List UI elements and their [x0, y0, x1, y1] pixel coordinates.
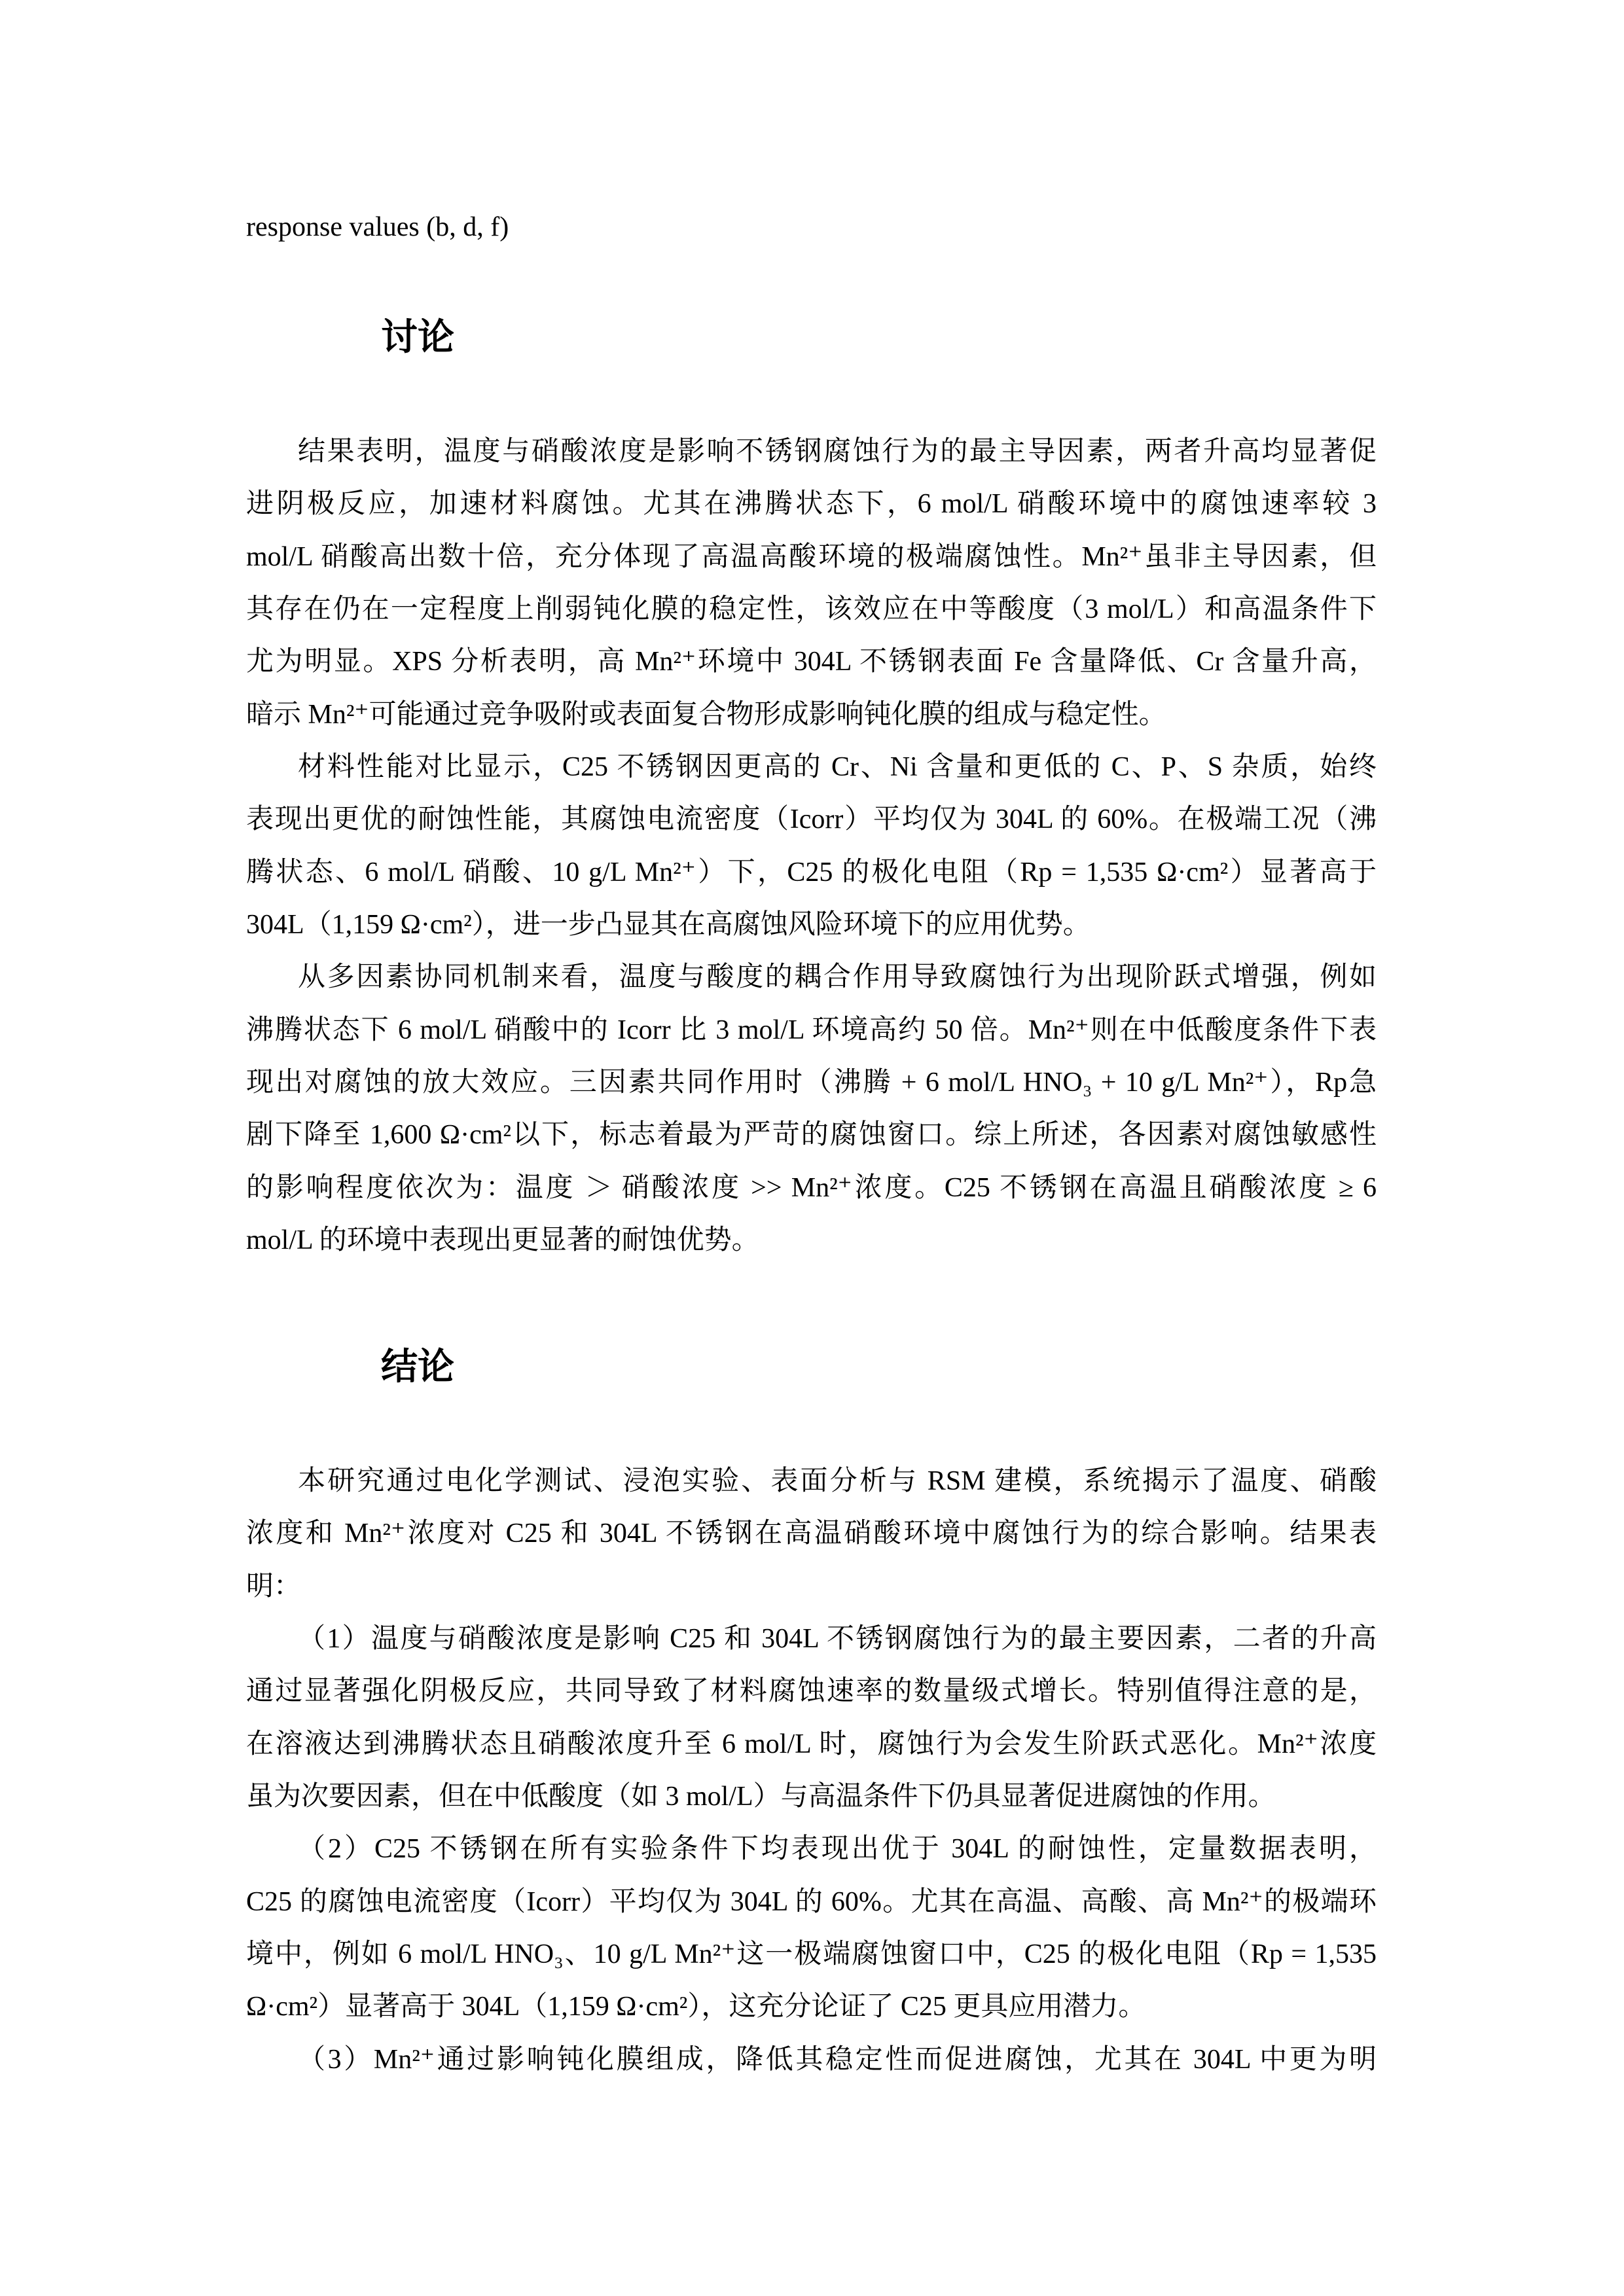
conclusion-line-2: 浓度和 Mn²⁺浓度对 C25 和 304L 不锈钢在高温硝酸环境中腐蚀行为的综合影响。结果表	[246, 1518, 1377, 1549]
conclusion-line-11: Ω·cm²）显著高于 304L（1,159 Ω·cm²），这充分论证了 C25 更具应用潜力。	[246, 1992, 1146, 2022]
conclusion-line-5: 通过显著强化阴极反应，共同导致了材料腐蚀速率的数量级式增长。特别值得注意的是，	[246, 1676, 1377, 1706]
discussion-line-8: 表现出更优的耐蚀性能，其腐蚀电流密度（Icorr）平均仅为 304L 的 60%。在极端工况（沸	[246, 804, 1377, 834]
conclusion-line-7: 虽为次要因素，但在中低酸度（如 3 mol/L）与高温条件下仍具显著促进腐蚀的作用。	[246, 1782, 1276, 1812]
conclusion-line-3: 明：	[246, 1571, 302, 1602]
discussion-line-9: 腾状态、6 mol/L 硝酸、10 g/L Mn²⁺）下，C25 的极化电阻（Rp = 1,535 Ω·cm²）显著高于	[246, 857, 1377, 888]
discussion-line-1: 结果表明，温度与硝酸浓度是影响不锈钢腐蚀行为的最主导因素，两者升高均显著促	[298, 437, 1377, 467]
conclusion-line-8: （2）C25 不锈钢在所有实验条件下均表现出优于 304L 的耐蚀性，定量数据表明，	[298, 1834, 1377, 1864]
conclusion-line-9: C25 的腐蚀电流密度（Icorr）平均仅为 304L 的 60%。尤其在高温、高酸、高 Mn²⁺的极端环	[246, 1887, 1377, 1917]
discussion-line-6: 暗示 Mn²⁺可能通过竞争吸附或表面复合物形成影响钝化膜的组成与稳定性。	[246, 700, 1166, 730]
discussion-line-14: 剧下降至 1,600 Ω·cm²以下，标志着最为严苛的腐蚀窗口。综上所述，各因素对腐蚀敏感性	[246, 1120, 1377, 1150]
conclusion-line-4: （1）温度与硝酸浓度是影响 C25 和 304L 不锈钢腐蚀行为的最主要因素，二者的升高	[298, 1624, 1377, 1654]
conclusion-line-12: （3）Mn²⁺通过影响钝化膜组成，降低其稳定性而促进腐蚀，尤其在 304L 中更为明	[298, 2045, 1377, 2075]
conclusion-line-1: 本研究通过电化学测试、浸泡实验、表面分析与 RSM 建模，系统揭示了温度、硝酸	[298, 1466, 1377, 1496]
fragment-top-line: response values (b, d, f)	[246, 212, 509, 242]
conclusion-heading: 结论	[381, 1346, 454, 1388]
conclusion-line-10: 境中，例如 6 mol/L HNO₃、10 g/L Mn²⁺这一极端腐蚀窗口中，C25 的极化电阻（Rp = 1,535	[246, 1939, 1377, 1969]
discussion-line-3: mol/L 硝酸高出数十倍，充分体现了高温高酸环境的极端腐蚀性。Mn²⁺虽非主导因素，但	[246, 542, 1377, 572]
discussion-line-16: mol/L 的环境中表现出更显著的耐蚀优势。	[246, 1225, 759, 1255]
discussion-line-12: 沸腾状态下 6 mol/L 硝酸中的 Icorr 比 3 mol/L 环境高约 50 倍。Mn²⁺则在中低酸度条件下表	[246, 1015, 1377, 1045]
discussion-line-7: 材料性能对比显示，C25 不锈钢因更高的 Cr、Ni 含量和更低的 C、P、S 杂质，始终	[298, 752, 1377, 782]
discussion-line-5: 尤为明显。XPS 分析表明，高 Mn²⁺环境中 304L 不锈钢表面 Fe 含量降低、Cr 含量升高，	[246, 647, 1377, 677]
discussion-line-13: 现出对腐蚀的放大效应。三因素共同作用时（沸腾 + 6 mol/L HNO₃ + 10 g/L Mn²⁺），Rp急	[246, 1067, 1377, 1098]
conclusion-line-6: 在溶液达到沸腾状态且硝酸浓度升至 6 mol/L 时，腐蚀行为会发生阶跃式恶化。Mn²⁺浓度	[246, 1729, 1377, 1759]
discussion-line-4: 其存在仍在一定程度上削弱钝化膜的稳定性，该效应在中等酸度（3 mol/L）和高温条件下	[246, 594, 1377, 624]
discussion-line-11: 从多因素协同机制来看，温度与酸度的耦合作用导致腐蚀行为出现阶跃式增强，例如	[298, 962, 1377, 992]
discussion-heading: 讨论	[381, 316, 454, 359]
discussion-line-10: 304L（1,159 Ω·cm²），进一步凸显其在高腐蚀风险环境下的应用优势。	[246, 910, 1091, 940]
discussion-line-15: 的影响程度依次为：温度 ＞ 硝酸浓度 >> Mn²⁺浓度。C25 不锈钢在高温且硝酸浓度 ≥ 6	[246, 1173, 1377, 1203]
discussion-line-2: 进阴极反应，加速材料腐蚀。尤其在沸腾状态下，6 mol/L 硝酸环境中的腐蚀速率较 3	[246, 489, 1377, 519]
